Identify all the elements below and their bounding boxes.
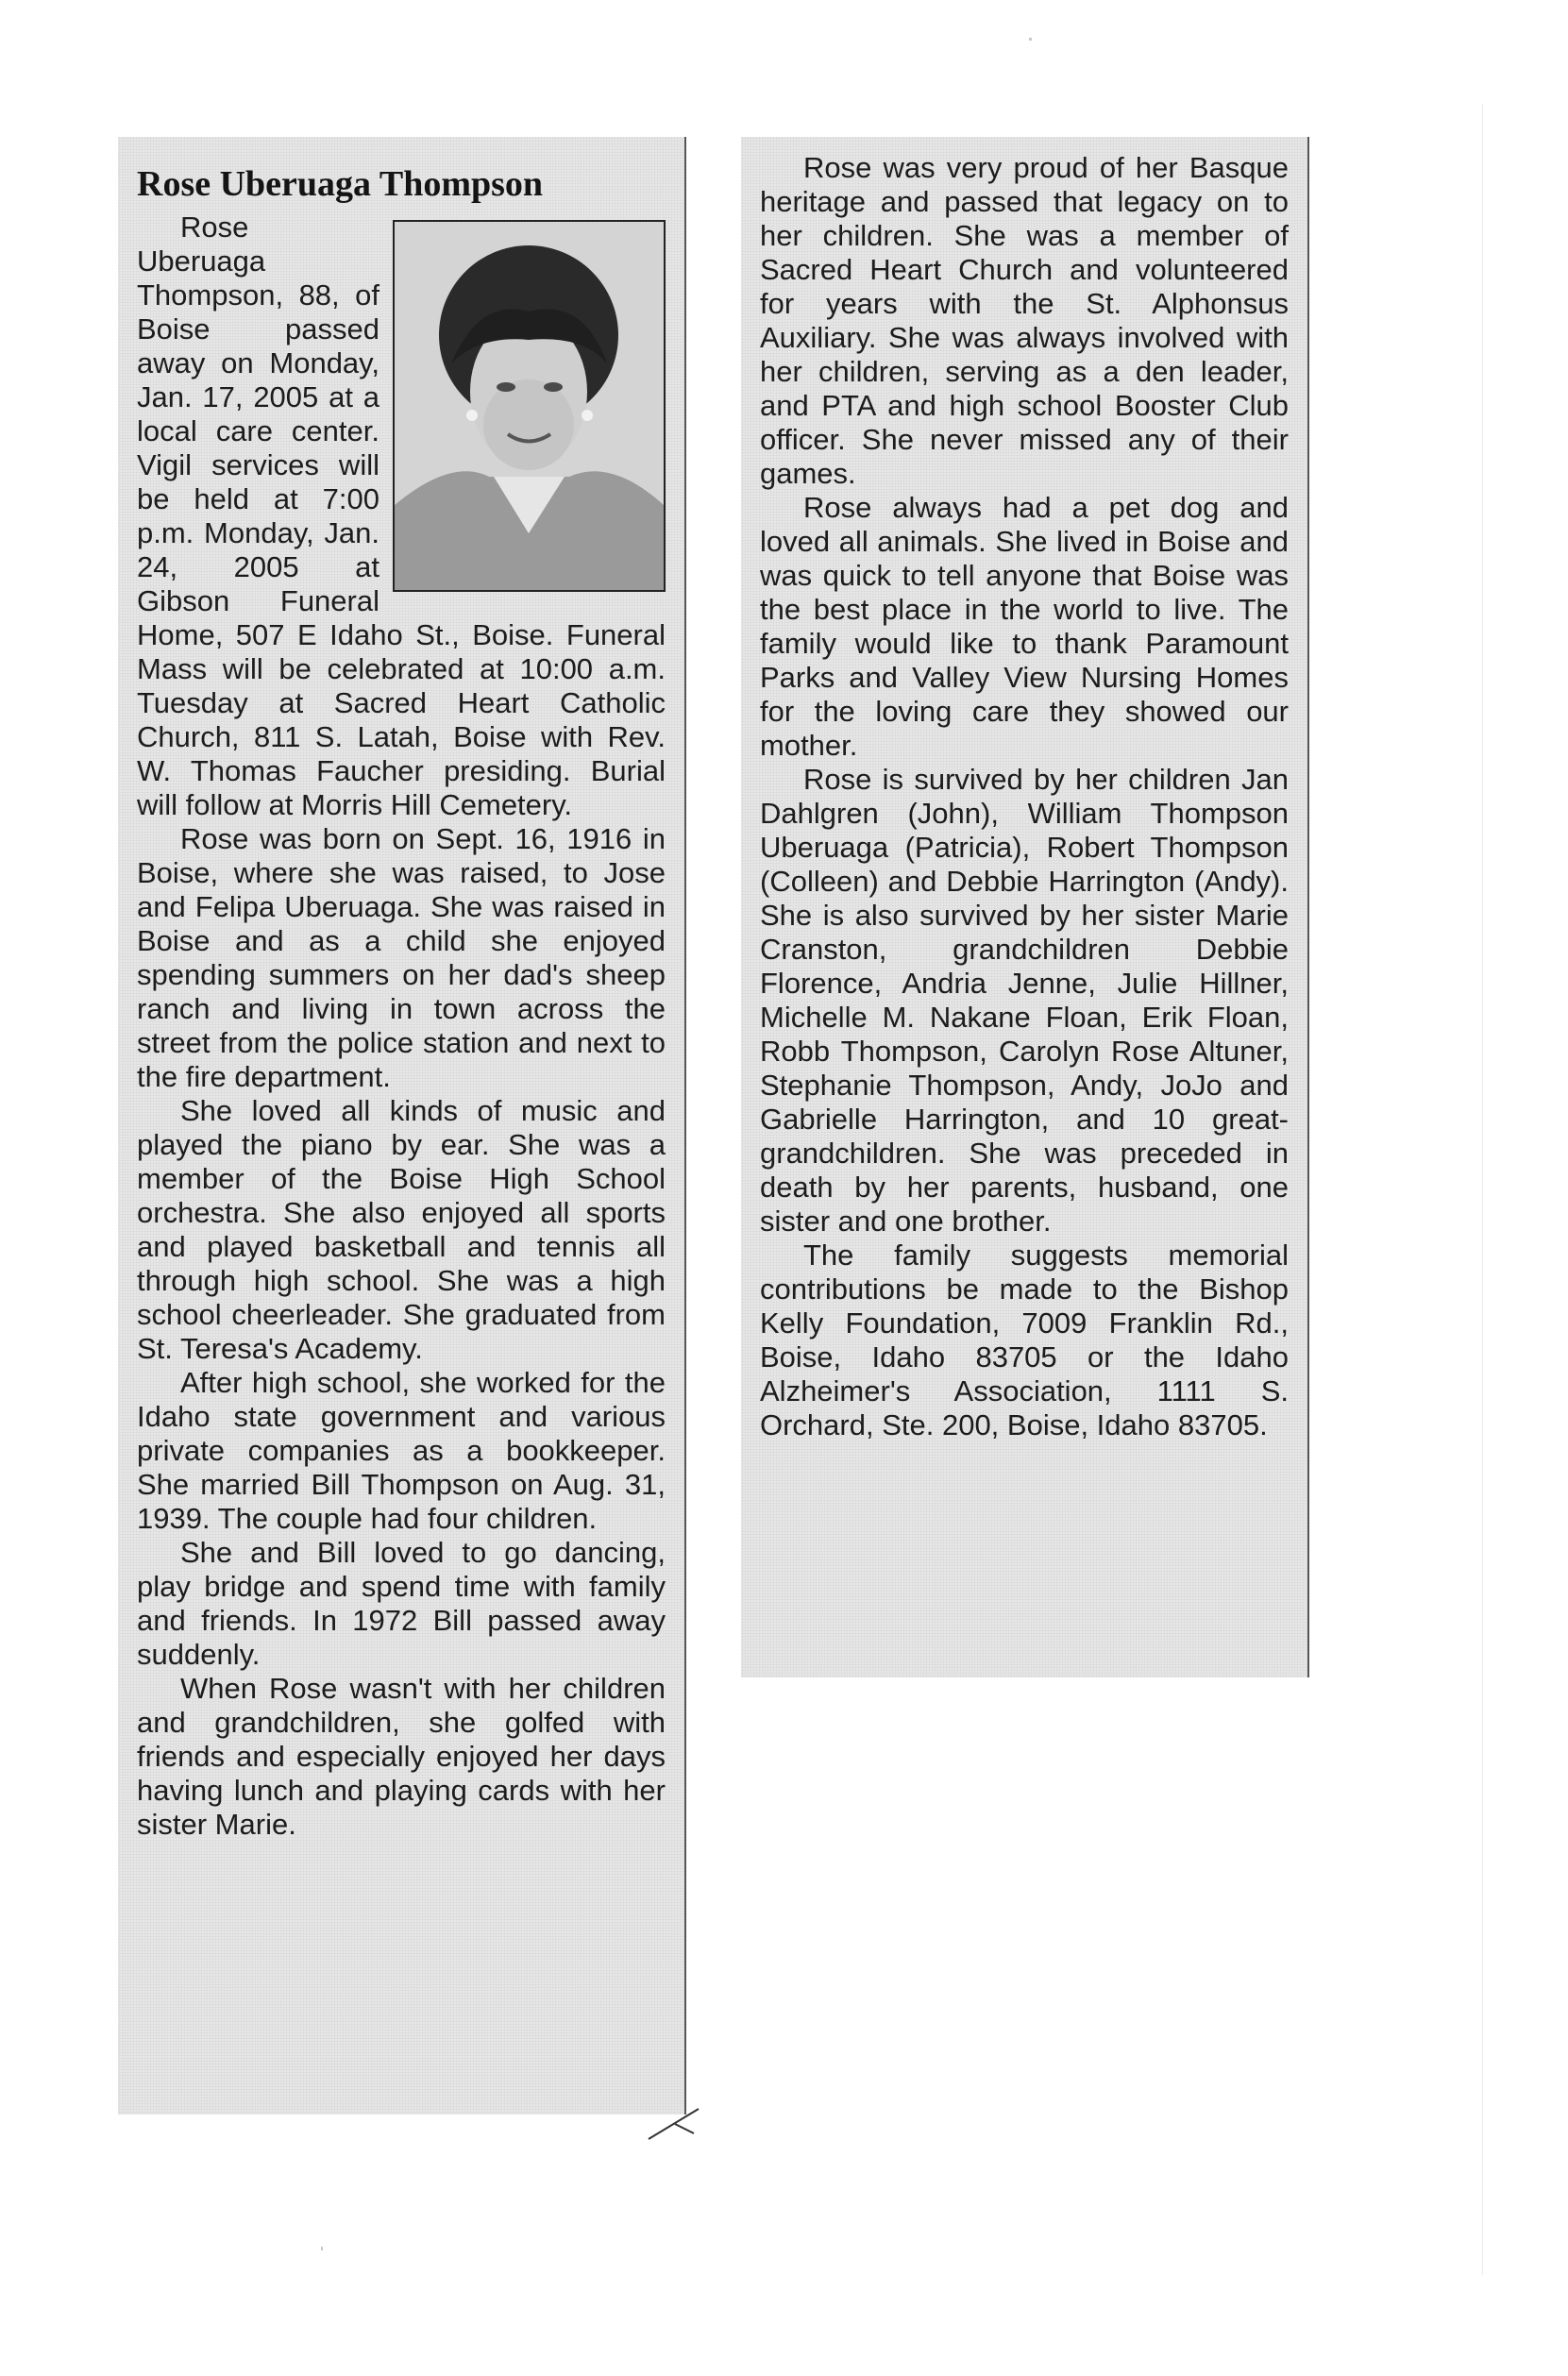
portrait-illustration <box>395 222 664 590</box>
paragraph: Rose was very proud of her Basque heritage and passed that legacy on to her children. She was a member of Sacred Heart Church and volunteered for years with the St. Alphonsus Auxiliary. She was always involved with her children, serving as a den leader, and PTA and high school Booster Club officer. She never missed any of their games. <box>760 151 1289 490</box>
scan-speck <box>1029 38 1032 41</box>
obituary-headline: Rose Uberuaga Thompson <box>137 164 544 204</box>
paragraph: Rose is survived by her children Jan Dahlgren (John), William Thompson Uberuaga (Patricia), Robert Thompson (Colleen) and Debbie Harrington (Andy). She is also survived by her sister Marie Cranston, grandchildren Debbie Florence, Andria Jenne, Julie Hillner, Michelle M. Nakane Floan, Erik Floan, Robb Thompson, Carolyn Rose Altuner, Stephanie Thompson, Andy, JoJo and Gabrielle Harrington, and 10 great-grandchildren. She was preceded in death by her parents, husband, one sister and one brother. <box>760 763 1289 1238</box>
paragraph: She loved all kinds of music and played the piano by ear. She was a member of the Boise High School orchestra. She also enjoyed all sports and played basketball and tennis all through high school. She was a high school cheerleader. She graduated from St. Teresa's Academy. <box>137 1093 666 1365</box>
clipping-right-column <box>741 137 1309 1677</box>
pencil-mark <box>647 2105 703 2143</box>
right-column-text <box>760 151 1289 1442</box>
paragraph: Rose was born on Sept. 16, 1916 in Boise, where she was raised, to Jose and Felipa Uberuaga. She was raised in Boise and as a child she enjoyed spending summers on her dad's sheep ranch and living in town across the street from the police station and next to the fire department. <box>137 821 666 1093</box>
left-column-text <box>137 165 666 1842</box>
paragraph: Rose Uberuaga Thompson, 88, of Boise passed away on Monday, Jan. 17, 2005 at a local care center. Vigil services will be held at 7:00 p.m. Monday, Jan. 24, 2005 at Gibson Funeral Home, 507 E Idaho St., Boise. Funeral Mass will be celebrated at 10:00 a.m. Tuesday at Sacred Heart Catholic Church, 811 S. Latah, Boise with Rev. W. Thomas Faucher presiding. Burial will follow at Morris Hill Cemetery. <box>137 210 666 821</box>
paragraph: She and Bill loved to go dancing, play bridge and spend time with family and friends. In 1972 Bill passed away suddenly. <box>137 1535 666 1671</box>
scan-edge-line <box>1482 104 1483 2275</box>
paragraph: The family suggests memorial contributions be made to the Bishop Kelly Foundation, 7009 Franklin Rd., Boise, Idaho 83705 or the Idaho Alzheimer's Association, 1111 S. Orchard, Ste. 200, Boise, Idaho 83705. <box>760 1239 1289 1441</box>
clipping-left-column <box>118 137 686 2115</box>
portrait-photo <box>393 220 666 592</box>
scan-speck <box>321 2247 323 2250</box>
paragraph: When Rose wasn't with her children and grandchildren, she golfed with friends and especially enjoyed her days having lunch and playing cards with her sister Marie. <box>137 1671 666 1841</box>
paragraph: Rose always had a pet dog and loved all animals. She lived in Boise and was quick to tell anyone that Boise was the best place in the world to live. The family would like to thank Paramount Parks and Valley View Nursing Homes for the loving care they showed our mother. <box>760 491 1289 762</box>
paragraph: After high school, she worked for the Idaho state government and various private companies as a bookkeeper. She married Bill Thompson on Aug. 31, 1939. The couple had four children. <box>137 1365 666 1535</box>
